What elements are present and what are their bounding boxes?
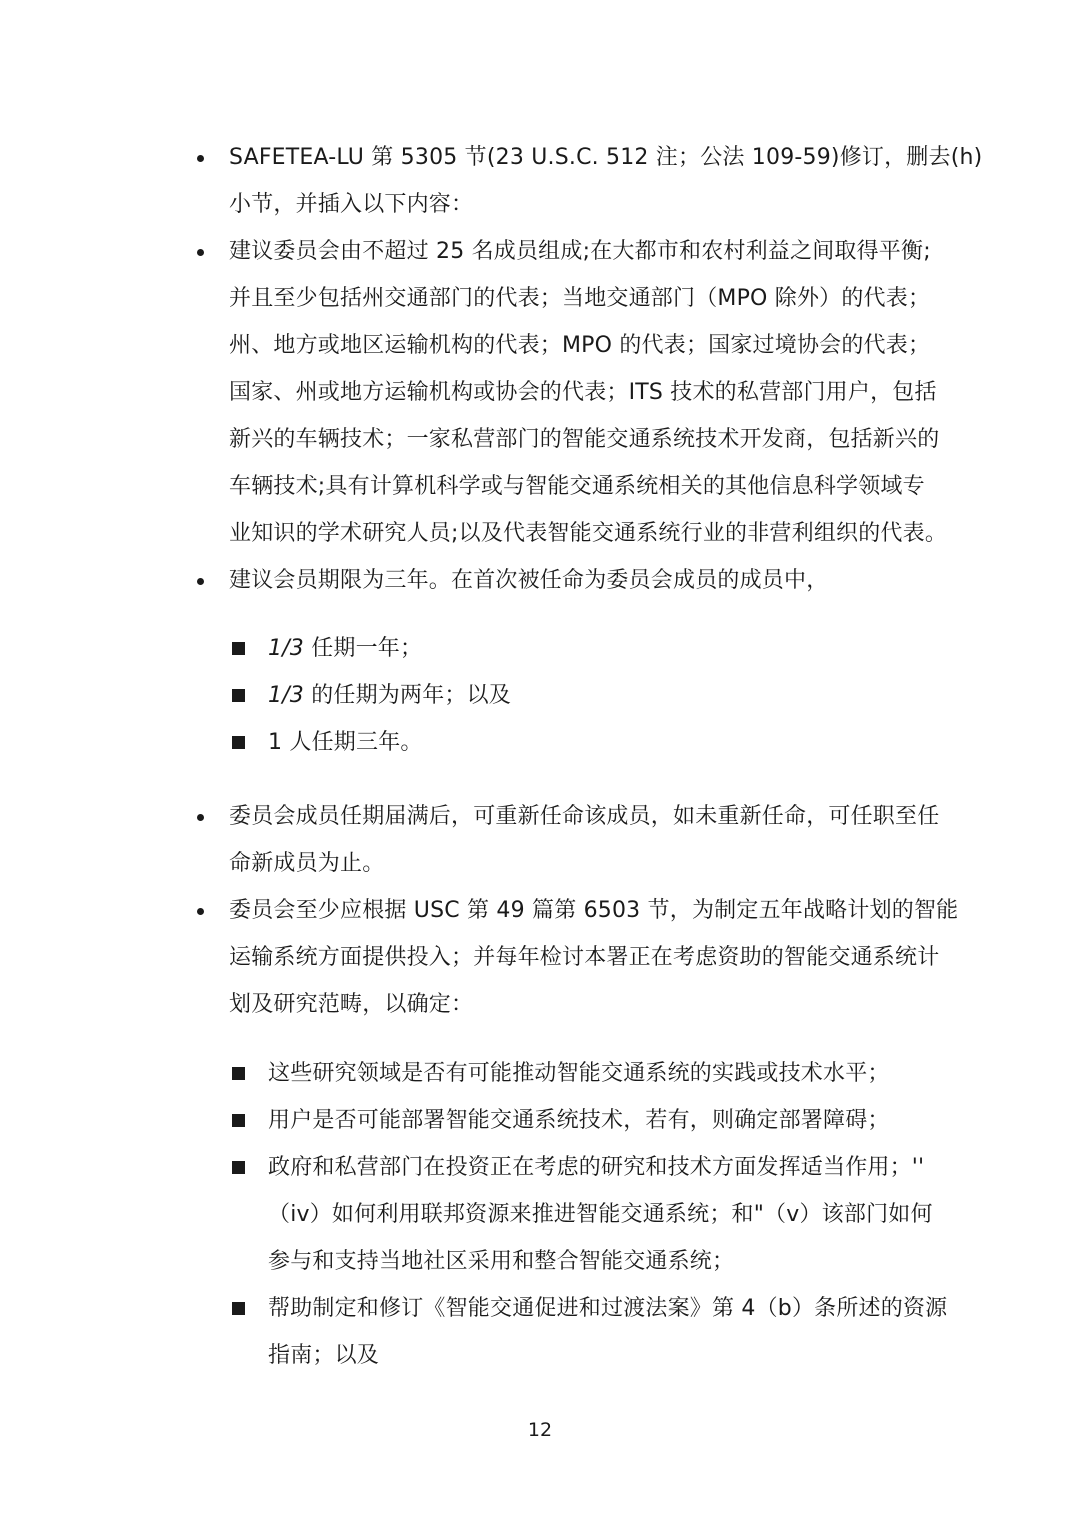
text-line: 委员会成员任期届满后，可重新任命该成员，如未重新任命，可任职至任 xyxy=(229,804,940,829)
square-bullet-icon xyxy=(232,689,245,702)
bullet-dot-icon xyxy=(197,249,204,256)
text-line: 委员会至少应根据 USC 第 49 篇第 6503 节，为制定五年战略计划的智能 xyxy=(229,898,959,923)
text-line: 指南；以及 xyxy=(268,1343,380,1368)
page-number: 12 xyxy=(527,1419,553,1441)
text-line: 这些研究领域是否有可能推动智能交通系统的实践或技术水平； xyxy=(268,1061,890,1086)
square-bullet-icon xyxy=(232,736,245,749)
text-line: 新兴的车辆技术；一家私营部门的智能交通系统技术开发商，包括新兴的 xyxy=(229,427,940,452)
text-line: 国家、州或地方运输机构或协会的代表；ITS 技术的私营部门用户，包括 xyxy=(229,380,937,405)
text-line: 参与和支持当地社区采用和整合智能交通系统； xyxy=(268,1249,735,1274)
text-line: 政府和私营部门在投资正在考虑的研究和技术方面发挥适当作用；'' xyxy=(268,1155,925,1180)
term-text: 的任期为两年；以及 xyxy=(304,683,512,708)
text-line: 建议委员会由不超过 25 名成员组成;在大都市和农村利益之间取得平衡; xyxy=(229,239,931,264)
text-line: 车辆技术;具有计算机科学或与智能交通系统相关的其他信息科学领域专 xyxy=(229,474,925,499)
term-text: 任期一年； xyxy=(304,636,423,661)
bullet-dot-icon xyxy=(197,155,204,162)
bullet-dot-icon xyxy=(197,578,204,585)
text-line: 并且至少包括州交通部门的代表；当地交通部门（MPO 除外）的代表； xyxy=(229,286,931,311)
fraction: 1/3 xyxy=(268,683,305,708)
square-bullet-icon xyxy=(232,1067,245,1080)
square-bullet-icon xyxy=(232,642,245,655)
text-line: 州、地方或地区运输机构的代表；MPO 的代表；国家过境协会的代表； xyxy=(229,333,931,358)
text-line: 帮助制定和修订《智能交通促进和过渡法案》第 4（b）条所述的资源 xyxy=(268,1296,948,1321)
text-line: 业知识的学术研究人员;以及代表智能交通系统行业的非营利组织的代表。 xyxy=(229,521,948,546)
text-line: 运输系统方面提供投入；并每年检讨本署正在考虑资助的智能交通系统计 xyxy=(229,945,940,970)
bullet-dot-icon xyxy=(197,814,204,821)
text-line: 用户是否可能部署智能交通系统技术，若有，则确定部署障碍； xyxy=(268,1108,890,1133)
square-bullet-icon xyxy=(232,1161,245,1174)
bullet-dot-icon xyxy=(197,908,204,915)
square-bullet-icon xyxy=(232,1114,245,1127)
text-line: 划及研究范畴，以确定： xyxy=(229,992,474,1017)
text-line: 命新成员为止。 xyxy=(229,851,385,876)
text-line: （iv）如何利用联邦资源来推进智能交通系统；和"（v）该部门如何 xyxy=(268,1202,933,1227)
term-text: 1 人任期三年。 xyxy=(268,730,423,755)
text-line: 小节，并插入以下内容： xyxy=(229,192,474,217)
square-bullet-icon xyxy=(232,1302,245,1315)
text-line xyxy=(268,719,423,766)
text-line: 建议会员期限为三年。在首次被任命为委员会成员的成员中， xyxy=(229,568,829,593)
text-line xyxy=(268,625,422,672)
fraction: 1/3 xyxy=(268,636,305,661)
text-line xyxy=(268,672,511,719)
text-line: SAFETEA-LU 第 5305 节(23 U.S.C. 512 注；公法 109-59)修订，删去(h) xyxy=(229,145,983,170)
